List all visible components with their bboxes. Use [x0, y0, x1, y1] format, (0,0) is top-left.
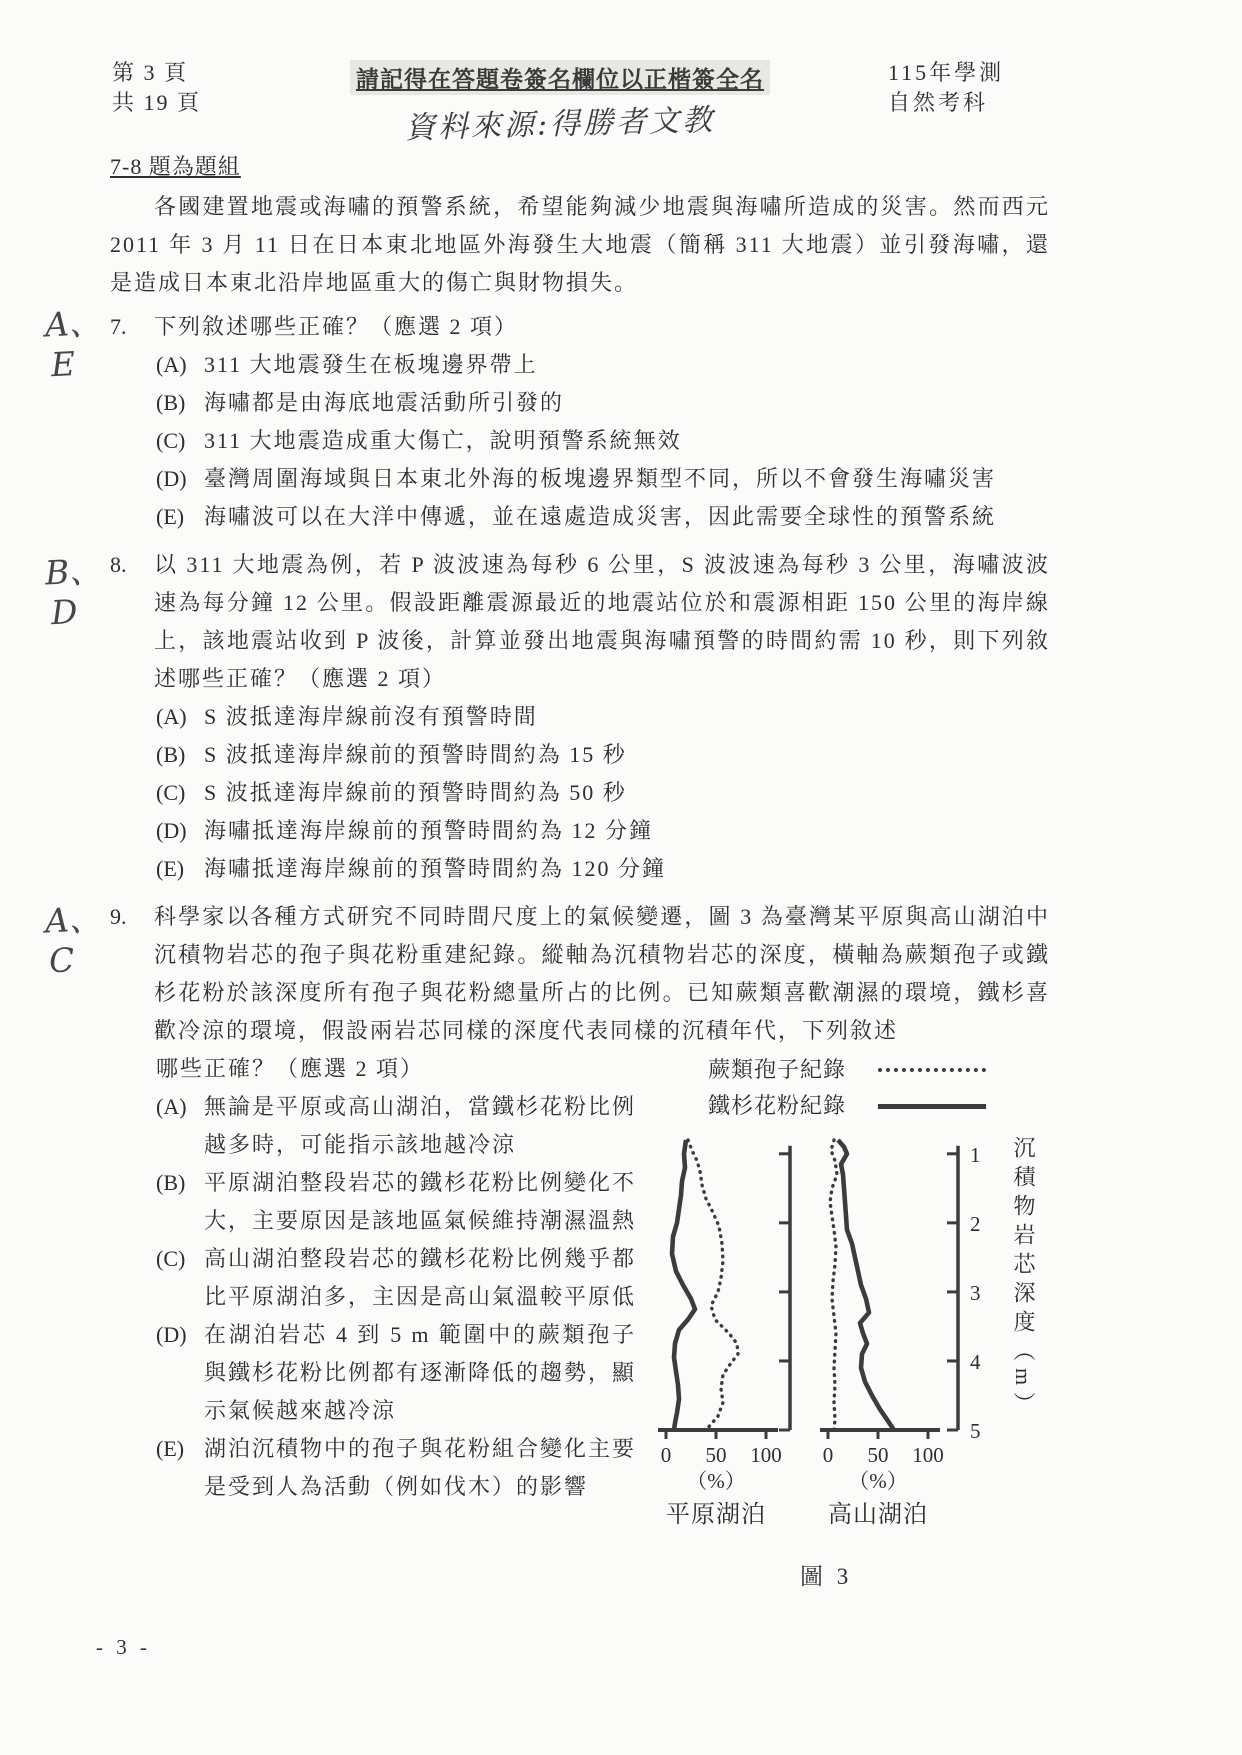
pollen-depth-chart	[650, 1128, 1050, 1556]
question-7	[43, 302, 1050, 536]
q7-option-d: (D) 臺灣周圍海域與日本東北外海的板塊邊界類型不同，所以不會發生海嘯災害	[156, 466, 997, 491]
figure-caption: 圖 3	[800, 1564, 853, 1589]
exam-subject: 自然考科	[888, 90, 989, 115]
legend-hemlock: 鐵杉花粉紀錄	[708, 1088, 1050, 1124]
page-number-block	[112, 58, 201, 118]
q8-stem: 以 311 大地震為例，若 P 波波速為每秒 6 公里，S 波波速為每秒 3 公里，海嘯波波速為每分鐘 12 公里。假設距離震源最近的地震站位於和震源相距 150 公里的海岸線上，該地震站收到 P 波後，計算並發出地震與海嘯預警的時間約需 10 秒，則下列敘述哪些正確？（應選 2 項）	[154, 552, 1050, 691]
figure-3-area	[636, 1050, 1050, 1596]
q8-options	[156, 698, 1050, 888]
question-group-heading: 7-8 題為題組	[110, 154, 241, 179]
question-8	[43, 546, 1050, 888]
page-number-line1: 第 3 頁	[112, 60, 189, 85]
svg-text:高山湖泊: 高山湖泊	[828, 1502, 928, 1528]
q8-option-d: (D) 海嘯抵達海岸線前的預警時間約為 12 分鐘	[156, 818, 654, 843]
q7-option-a: (A) 311 大地震發生在板塊邊界帶上	[156, 352, 538, 377]
legend-fern: 蕨類孢子紀錄	[708, 1052, 1050, 1088]
svg-text:0: 0	[660, 1443, 672, 1467]
svg-text:2: 2	[970, 1211, 981, 1236]
svg-text:100: 100	[750, 1443, 782, 1467]
svg-text:50: 50	[867, 1443, 889, 1467]
q9-option-a: (A) 無論是平原或高山湖泊，當鐵杉花粉比例越多時，可能指示該地越冷涼	[156, 1094, 637, 1157]
q7-option-b: (B) 海嘯都是由海底地震活動所引發的	[156, 390, 565, 415]
footer-page-number: - 3 -	[96, 1635, 151, 1659]
svg-text:1: 1	[970, 1142, 981, 1167]
page-number-line2: 共 19 頁	[112, 90, 202, 115]
q9-stem-tail: 哪些正確？（應選 2 項）	[156, 1056, 425, 1081]
q7-stem: 下列敘述哪些正確？（應選 2 項）	[154, 314, 519, 339]
svg-text:100: 100	[912, 1443, 944, 1467]
svg-text:3: 3	[970, 1280, 981, 1305]
chart-legend	[708, 1052, 1050, 1124]
q9-option-b: (B) 平原湖泊整段岩芯的鐵杉花粉比例變化不大，主要原因是該地區氣候維持潮濕溫熱	[156, 1170, 637, 1233]
chart-canvas	[650, 1128, 1002, 1556]
svg-text:4: 4	[970, 1349, 981, 1374]
svg-text:平原湖泊: 平原湖泊	[666, 1502, 766, 1528]
q8-option-c: (C) S 波抵達海岸線前的預警時間約為 50 秒	[156, 780, 627, 805]
content-column	[43, 148, 1050, 1606]
q7-option-e: (E) 海嘯波可以在大洋中傳遞，並在遠處造成災害，因此需要全球性的預警系統	[156, 504, 997, 529]
group-intro-paragraph: 各國建置地震或海嘯的預警系統，希望能夠減少地震與海嘯所造成的災害。然而西元 2011 年 3 月 11 日在日本東北地區外海發生大地震（簡稱 311 大地震）並引發海嘯，還是造成日本東北沿岸地區重大的傷亡與財物損失。	[110, 194, 1050, 295]
q9-left-column	[156, 1050, 636, 1596]
q9-option-d: (D) 在湖泊岩芯 4 到 5 m 範圍中的蕨類孢子與鐵杉花粉比例都有逐漸降低的趨勢，顯示氣候越來越冷涼	[156, 1322, 637, 1423]
question-9	[43, 898, 1050, 1596]
handwritten-source-note: 資料來源:得勝者文教	[404, 102, 716, 147]
exam-year: 115年學測	[888, 60, 1005, 85]
depth-axis-label: 沉積物岩芯深度（m）	[1011, 1136, 1036, 1422]
q9-option-e: (E) 湖泊沉積物中的孢子與花粉組合變化主要是受到人為活動（例如伐木）的影響	[156, 1436, 637, 1499]
q8-number: 8.	[110, 552, 127, 577]
svg-text:0: 0	[822, 1443, 834, 1467]
q9-option-c: (C) 高山湖泊整段岩芯的鐵杉花粉比例幾乎都比平原湖泊多，主因是高山氣溫較平原低	[156, 1246, 637, 1309]
q7-number: 7.	[110, 314, 127, 339]
q9-stem: 科學家以各種方式研究不同時間尺度上的氣候變遷，圖 3 為臺灣某平原與高山湖泊中沉積物岩芯的孢子與花粉重建紀錄。縱軸為沉積物岩芯的深度，橫軸為蕨類孢子或鐵杉花粉於該深度所有孢子與花粉總量所占的比例。已知蕨類喜歡潮濕的環境，鐵杉喜歡冷涼的環境，假設兩岩芯同樣的深度代表同樣的沉積年代，下列敘述	[154, 904, 1050, 1043]
q9-number: 9.	[110, 904, 127, 929]
svg-text:5: 5	[970, 1419, 981, 1443]
svg-text:（%）: （%）	[848, 1469, 908, 1493]
exam-title-block	[888, 58, 1004, 118]
handwritten-answer-q8: B、 D	[43, 550, 104, 633]
handwritten-answer-q7: A、 E	[43, 302, 103, 385]
q7-option-c: (C) 311 大地震造成重大傷亡，說明預警系統無效	[156, 428, 682, 453]
header-center	[350, 60, 770, 147]
q8-option-b: (B) S 波抵達海岸線前的預警時間約為 15 秒	[156, 742, 627, 767]
q7-options	[156, 346, 1050, 536]
svg-text:50: 50	[705, 1443, 727, 1467]
q8-option-e: (E) 海嘯抵達海岸線前的預警時間約為 120 分鐘	[156, 856, 667, 881]
signature-notice: 請記得在答題卷簽名欄位以正楷簽全名	[350, 60, 770, 95]
q8-option-a: (A) S 波抵達海岸線前沒有預警時間	[156, 704, 538, 729]
solid-line-sample	[878, 1104, 986, 1109]
svg-text:（%）: （%）	[686, 1469, 746, 1493]
handwritten-answer-q9: A、 C	[43, 898, 103, 981]
dotted-line-sample	[878, 1068, 986, 1072]
